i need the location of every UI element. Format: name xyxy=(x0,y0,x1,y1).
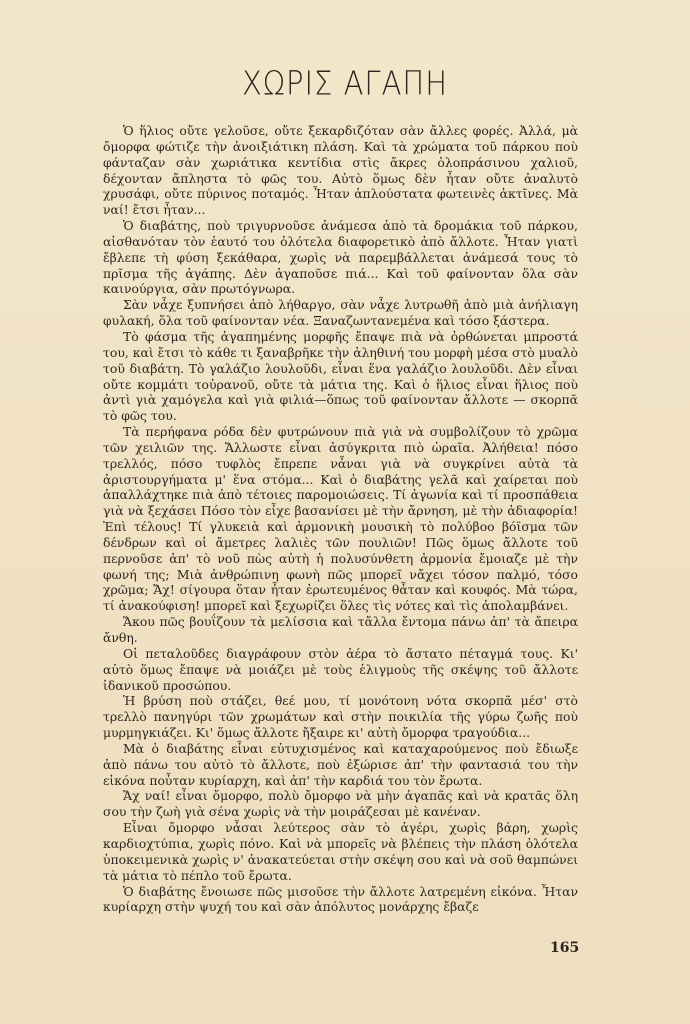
paragraph: Ἄχ ναί! εἶναι ὄμορφο, πολὺ ὄμορφο νὰ μὴν ἀγαπᾶς καὶ νὰ κρατᾶς ὅλη σου τὴν ζωὴ γιὰ σένα χωρὶς νὰ τὴν μοιράζεσαι μὲ κανέναν. xyxy=(103,788,578,820)
paragraph: Σὰν νἆχε ξυπνήσει ἀπὸ λήθαργο, σὰν νἆχε λυτρωθῆ ἀπὸ μιὰ ἀνήλιαγη φυλακή, ὅλα τοῦ φαίνονταν νέα. Ξαναζωντανεμένα καὶ τόσο ξάστερα. xyxy=(103,297,578,329)
chapter-title: ΧΩΡΙΣ ΑΓΑΠΗ xyxy=(241,63,449,103)
paragraph: Οἱ πεταλοῦδες διαγράφουν στὸν ἀέρα τὸ ἄστατο πέταγμά τους. Κι' αὐτὸ ὅμως ἔπαψε νὰ μοιάζει μὲ τοὺς ἑλιγμοὺς τῆς σκέψης τοῦ ἄλλοτε ἰδανικοῦ προσώπου. xyxy=(103,645,578,693)
page-number: 165 xyxy=(550,940,580,956)
paragraph: Ὁ διαβάτης, ποὺ τριγυρνοῦσε ἀνάμεσα ἀπὸ τὰ δρομάκια τοῦ πάρκου, αἰσθανόταν τὸν ἑαυτό του ὁλότελα διαφορετικὸ ἀπὸ ἄλλοτε. Ἦταν γιατὶ ἔβλεπε τὴ φύση ξεκάθαρα, χωρὶς νὰ παρεμβάλλεται ἀνάμεσά τους τὸ πρῖσμα τῆς ἀγάπης. Δὲν ἀγαποῦσε πιά... Καὶ τοῦ φαίνονταν ὅλα σὰν καινούργια, σὰν πρωτόγνωρα. xyxy=(103,218,578,297)
paragraph: Ὁ διαβάτης ἔνοιωσε πῶς μισοῦσε τὴν ἄλλοτε λατρεμένη εἰκόνα. Ἦταν κυρίαρχη στὴν ψυχή του καὶ σὰν ἀπόλυτος μονάρχης ἔβαζε xyxy=(103,883,578,915)
paragraph: Μὰ ὁ διαβάτης εἶναι εὐτυχισμένος καὶ καταχαρούμενος ποὺ ἔδιωξε ἀπὸ πάνω του αὐτὸ τὸ ἄλλοτε, ποὺ ἐξώρισε ἀπ' τὴν φαντασιά του τὴν εἰκόνα ποὖταν κυρίαρχη, καὶ ἀπ' τὴν καρδιά του τὸν ἔρωτα. xyxy=(103,740,578,788)
paragraph: Εἶναι ὄμορφο νἆσαι λεύτερος σὰν τὸ ἀγέρι, χωρὶς βάρη, χωρὶς καρδιοχτύπια, χωρὶς πόνο. Καὶ νὰ μπορεῖς νὰ βλέπεις τὴν πλάση ὁλότελα ὑποκειμενικὰ χωρὶς ν' ἀνακατεύεται στὴν σκέψη σου καὶ νὰ σοῦ θαμπώνει τὰ μάτια τὸ πέπλο τοῦ ἔρωτα. xyxy=(103,820,578,883)
paragraph: Ἄκου πῶς βουΐζουν τὰ μελίσσια καὶ τἄλλα ἔντομα πάνω ἀπ' τὰ ἄπειρα ἄνθη. xyxy=(103,614,578,645)
paragraph: Τὰ περήφανα ρόδα δὲν φυτρώνουν πιὰ γιὰ νὰ συμβολίζουν τὸ χρῶμα τῶν χειλιῶν της. Ἄλλωστε εἶναι ἀσύγκριτα πιὸ ὡραῖα. Ἀλήθεια! πόσο τρελλός, πόσο τυφλὸς ἔπρεπε νἆναι γιὰ νὰ συγκρίνει αὐτὰ τὰ ἀριστουργήματα μ' ἕνα στόμα... Καὶ ὁ διαβάτης γελᾶ καὶ χαίρεται ποὺ ἀπαλλάχτηκε πιὰ ἀπὸ τέτοιες παρομοιώσεις. Τί ἀγωνία καὶ τί προσπάθεια γιὰ νὰ ξεχάσει Πόσο τὸν εἶχε βασανίσει μὲ τὴν ἄρνηση, μὲ τὴν ἀδιαφορία! Ἐπὶ τέλους! Τί γλυκειὰ καὶ ἁρμονικὴ μουσικὴ τὸ πολύβοο βόϊσμα τῶν δένδρων καὶ οἱ ἄμετρες λαλιὲς τῶν πουλιῶν! Πῶς ὅμως ἄλλοτε τοῦ περνοῦσε ἀπ' τὸ νοῦ πὼς αὐτὴ ἡ πολυσύνθετη ἁρμονία ἔμοιαζε μὲ τὴν φωνή της; Μιὰ ἀνθρώπινη φωνὴ πῶς μπορεῖ νἄχει τόσον παλμό, τόσο χρῶμα; Ἄχ! σίγουρα ὅταν ἦταν ἐρωτευμένος θἆταν καὶ κουφός. Μὰ τώρα, τί ἀνακούφιση! μπορεῖ καὶ ξεχωρίζει ὅλες τὶς νότες καὶ τὶς ἀπολαμβάνει. xyxy=(103,424,578,614)
paragraph: Τὸ φάσμα τῆς ἀγαπημένης μορφῆς ἔπαψε πιὰ νὰ ὀρθώνεται μπροστά του, καὶ ἔτσι τὸ κάθε τι ξαναβρῆκε τὴν ἀληθινή του μορφὴ μέσα στὸ μυαλὸ τοῦ διαβάτη. Τὸ γαλάζιο λουλοῦδι, εἶναι ἕνα γαλάζιο λουλοῦδι. Δὲν εἶναι οὔτε κομμάτι τοὐρανοῦ, οὔτε τὰ μάτια της. Καὶ ὁ ἥλιος εἶναι ἥλιος ποὺ ἀντὶ γιὰ χαμόγελα καὶ γιὰ φιλιά—ὅπως τοῦ φαίνονταν ἄλλοτε — σκορπᾶ τὸ φῶς του. xyxy=(103,328,578,424)
paragraph: Ἡ βρύση ποὺ στάζει, θεέ μου, τί μονότονη νότα σκορπᾶ μέσ' στὸ τρελλὸ πανηγύρι τῶν χρωμάτων καὶ στὴν ποικιλία τῆς γύρω ζωῆς ποὺ μυρμηγκιάζει. Κι' ὅμως ἄλλοτε ἤξαιρε κι' αὐτὴ ὄμορφα τραγούδια... xyxy=(103,693,578,741)
body-text xyxy=(103,123,578,915)
paragraph: Ὁ ἥλιος οὔτε γελοῦσε, οὔτε ξεκαρδιζόταν σὰν ἄλλες φορές. Ἀλλά, μὰ ὄμορφα φώτιζε τὴν ἀνοιξιάτικη πλάση. Καὶ τὰ χρώματα τοῦ πάρκου ποὺ φάνταζαν σὰν χωριάτικα κεντίδια στὶς ἄκρες ὁλοπράσινου χαλιοῦ, δέχονταν ἄπληστα τὸ φῶς του. Αὐτὸ ὅμως δὲν ἦταν οὔτε ἀναλυτὸ χρυσάφι, οὔτε πύρινος ποταμός. Ἦταν ἁπλούστατα φωτεινὲς ἀκτῖνες. Μὰ ναί! ἔτσι ἦταν... xyxy=(103,123,578,218)
